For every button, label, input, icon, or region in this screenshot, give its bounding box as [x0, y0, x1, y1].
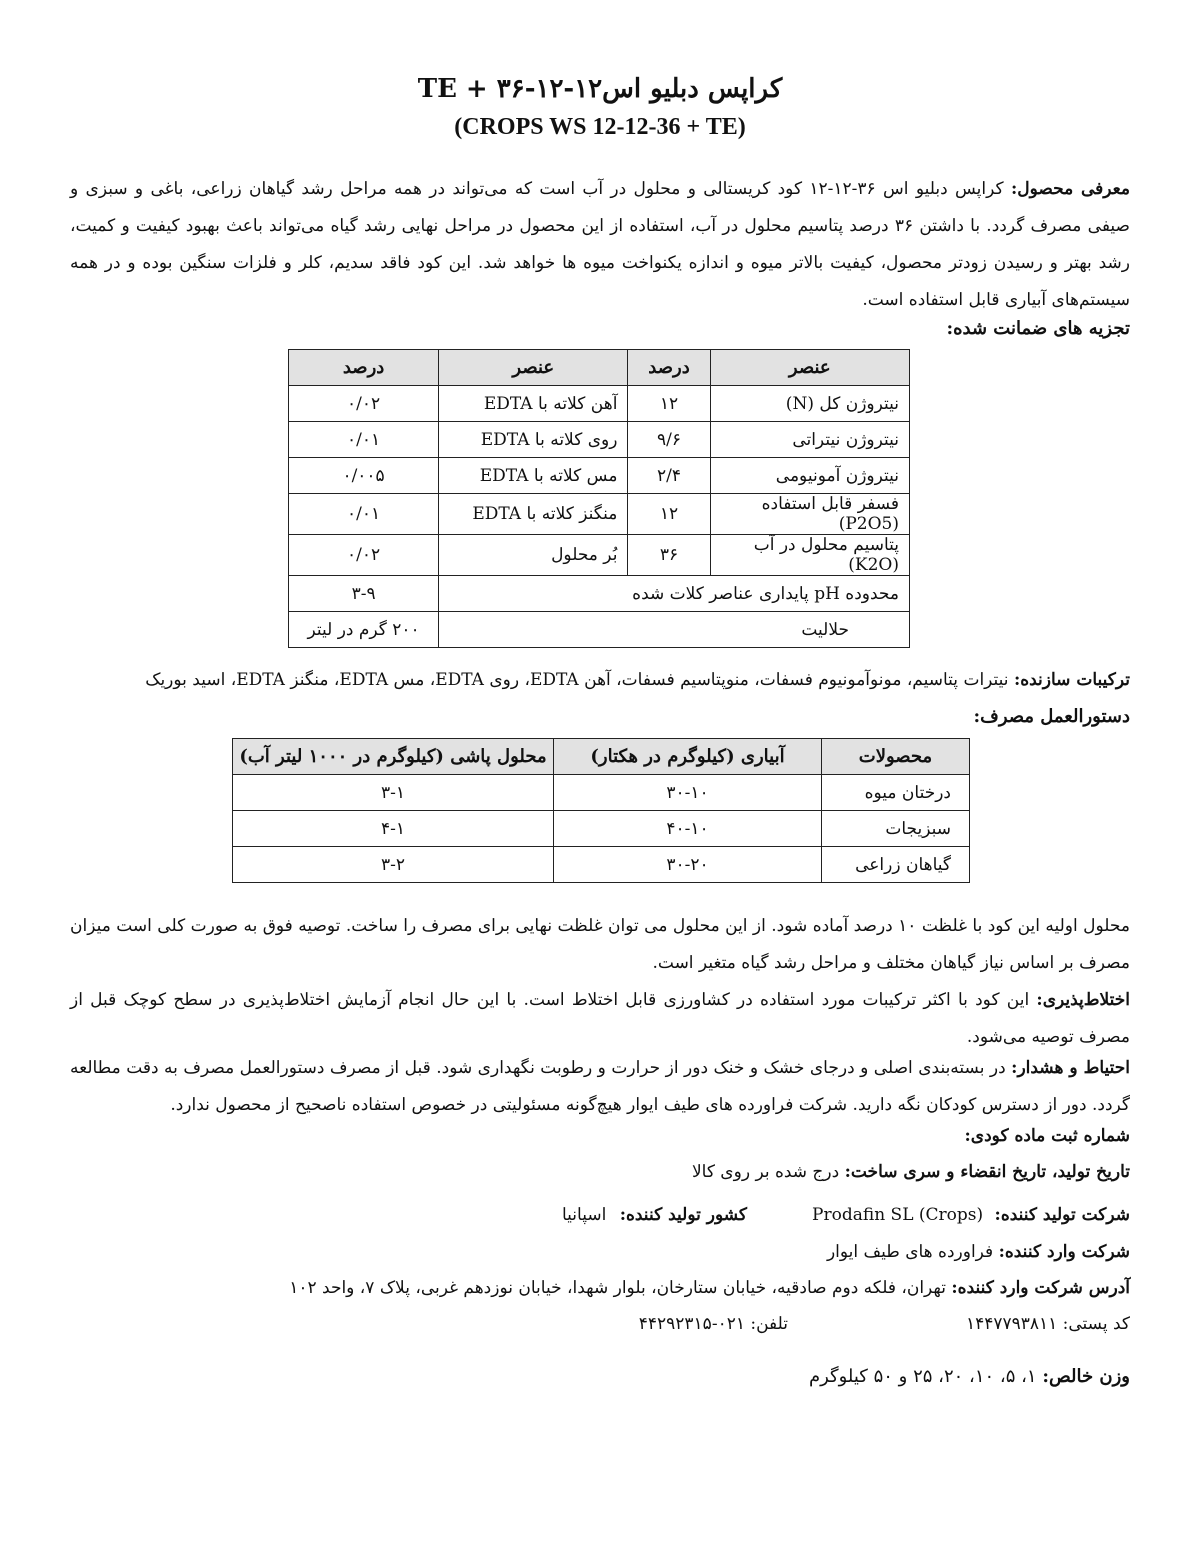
importer-line — [827, 1242, 1130, 1262]
foliar-rate: ۳-۱ — [233, 775, 554, 811]
usage-instructions-label: دستورالعمل مصرف: — [973, 706, 1130, 727]
element-percent: ۲/۴ — [628, 458, 710, 494]
table-row-solubility — [289, 612, 910, 648]
table-row-ph — [289, 576, 910, 612]
header-foliar: محلول پاشی (کیلوگرم در ۱۰۰۰ لیتر آب) — [233, 739, 554, 775]
ph-range-label: محدوده pH پایداری عناصر کلات شده — [439, 576, 910, 612]
element-name: نیتروژن نیتراتی — [710, 422, 909, 458]
table-row — [233, 847, 970, 883]
header-percent-2: درصد — [289, 350, 439, 386]
element-name: پتاسیم محلول در آب (K2O) — [710, 535, 909, 576]
micro-element-name: منگنز کلاته با EDTA — [439, 494, 628, 535]
net-weight-label: وزن خالص: — [1042, 1366, 1130, 1387]
importer-name: فراورده های طیف ایوار — [826, 1242, 994, 1262]
solubility-label: حلالیت — [439, 612, 910, 648]
irrigation-rate: ۳۰-۱۰ — [554, 775, 822, 811]
phone-number: تلفن: ۰۲۱-۴۴۲۹۲۳۱۵ — [638, 1314, 788, 1334]
element-percent: ۱۲ — [628, 494, 710, 535]
micro-element-percent: ۰/۰۲ — [289, 386, 439, 422]
caution-paragraph — [70, 1050, 1130, 1124]
table-row — [289, 386, 910, 422]
production-label: تاریخ تولید، تاریخ انقضاء و سری ساخت: — [844, 1162, 1130, 1182]
analysis-header-row — [289, 350, 910, 386]
crop-name: درختان میوه — [822, 775, 970, 811]
usage-header-row — [233, 739, 970, 775]
crop-name: گیاهان زراعی — [822, 847, 970, 883]
usage-table — [232, 738, 970, 883]
analysis-table — [288, 349, 910, 648]
micro-element-name: بُر محلول — [439, 535, 628, 576]
country-line — [562, 1205, 747, 1225]
intro-label: معرفی محصول: — [1010, 179, 1130, 199]
intro-paragraph — [70, 171, 1130, 319]
foliar-rate: ۳-۲ — [233, 847, 554, 883]
crop-name: سبزیجات — [822, 811, 970, 847]
micro-element-percent: ۰/۰۱ — [289, 422, 439, 458]
importer-label: شرکت وارد کننده: — [998, 1242, 1130, 1262]
micro-element-percent: ۰/۰۰۵ — [289, 458, 439, 494]
compatibility-label: اختلاط‌پذیری: — [1036, 990, 1130, 1010]
element-name: فسفر قابل استفاده (P2O5) — [710, 494, 909, 535]
element-percent: ۱۲ — [628, 386, 710, 422]
manufacturer-line — [812, 1205, 1130, 1225]
dilution-paragraph: محلول اولیه این کود با غلظت ۱۰ درصد آماده شود. از این محلول می توان غلظت نهایی برای مصرف را ساخت. توصیه فوق به صورت کلی است میزان مصرف بر اساس نیاز گیاهان مختلف و مراحل رشد گیاه متغیر است. — [70, 916, 1130, 973]
composition-label: ترکیبات سازنده: — [1013, 670, 1130, 690]
composition-line — [145, 670, 1130, 690]
country-label: کشور تولید کننده: — [619, 1205, 747, 1225]
production-text: درج شده بر روی کالا — [691, 1162, 840, 1182]
compatibility-paragraph — [70, 982, 1130, 1056]
irrigation-rate: ۳۰-۲۰ — [554, 847, 822, 883]
header-element-1: عنصر — [710, 350, 909, 386]
header-element-2: عنصر — [439, 350, 628, 386]
registration-label: شماره ثبت ماده کودی: — [964, 1126, 1130, 1146]
guaranteed-analysis-label: تجزیه های ضمانت شده: — [946, 318, 1130, 339]
header-crops: محصولات — [822, 739, 970, 775]
table-row — [289, 535, 910, 576]
caution-text: در بسته‌بندی اصلی و درجای خشک و خنک دور از حرارت و رطوبت نگهداری شود. قبل از مصرف دستورالعمل مصرف به دقت مطالعه گردد. دور از دسترس کودکان نگه دارید. شرکت فراورده های طیف ایوار هیچ‌گونه مسئولیتی در خصوص استفاده ناصحیح از محصول ندارد. — [70, 1058, 1130, 1115]
table-row — [233, 775, 970, 811]
intro-text: کراپس دبلیو اس ۳۶-۱۲-۱۲ کود کریستالی و محلول در آب است که می‌تواند در همه مراحل رشد گیاهان زراعی، باغی و سبزی و صیفی مصرف گردد. با داشتن ۳۶ درصد پتاسیم محلول در آب، استفاده از این محصول در مراحل نهایی رشد گیاه می‌تواند باعث بهبود کیفیت و کمیت، رشد بهتر و رسیدن زودتر محصول، کیفیت بالاتر میوه و اندازه یکنواخت میوه ها خواهد شد. این کود فاقد سدیم، کلر و فلزات سنگین بوده و در همه سیستم‌های آبیاری قابل استفاده است. — [70, 179, 1130, 310]
postal-code: کد پستی: ۱۴۴۷۷۹۳۸۱۱ — [965, 1314, 1130, 1334]
header-irrigation: آبیاری (کیلوگرم در هکتار) — [554, 739, 822, 775]
net-weight-line — [809, 1366, 1130, 1387]
title-persian: کراپس دبلیو اسTE + ۳۶-۱۲-۱۲ — [417, 74, 783, 104]
address-label: آدرس شرکت وارد کننده: — [951, 1278, 1130, 1298]
element-name: نیتروژن آمونیومی — [710, 458, 909, 494]
caution-label: احتیاط و هشدار: — [1011, 1058, 1131, 1078]
manufacturer-name: Prodafin SL (Crops) — [812, 1205, 984, 1225]
solubility-value: ۲۰۰ گرم در لیتر — [289, 612, 439, 648]
production-line — [692, 1162, 1130, 1182]
micro-element-name: آهن کلاته با EDTA — [439, 386, 628, 422]
header-percent-1: درصد — [628, 350, 710, 386]
country-name: اسپانیا — [561, 1205, 607, 1225]
element-percent: ۹/۶ — [628, 422, 710, 458]
table-row — [289, 458, 910, 494]
ph-range-value: ۳-۹ — [289, 576, 439, 612]
micro-element-name: مس کلاته با EDTA — [439, 458, 628, 494]
element-name: نیتروژن کل (N) — [710, 386, 909, 422]
table-row — [233, 811, 970, 847]
element-percent: ۳۶ — [628, 535, 710, 576]
manufacturer-label: شرکت تولید کننده: — [994, 1205, 1130, 1225]
address-text: تهران، فلکه دوم صادقیه، خیابان ستارخان، بلوار شهدا، خیابان نوزدهم غربی، پلاک ۷، واحد ۱۰۲ — [289, 1278, 946, 1298]
micro-element-percent: ۰/۰۱ — [289, 494, 439, 535]
title-english: (CROPS WS 12-12-36 + TE) — [454, 114, 746, 140]
micro-element-name: روی کلاته با EDTA — [439, 422, 628, 458]
compatibility-text: این کود با اکثر ترکیبات مورد استفاده در کشاورزی قابل اختلاط است. با این حال انجام آزمایش اختلاط‌پذیری در سطح کوچک قبل از مصرف توصیه می‌شود. — [70, 990, 1130, 1047]
micro-element-percent: ۰/۰۲ — [289, 535, 439, 576]
irrigation-rate: ۴۰-۱۰ — [554, 811, 822, 847]
composition-text: نیترات پتاسیم، مونوآمونیوم فسفات، منوپتاسیم فسفات، آهن EDTA، روی EDTA، مس EDTA، منگنز EDTA، اسید بوریک — [145, 670, 1009, 690]
foliar-rate: ۴-۱ — [233, 811, 554, 847]
table-row — [289, 422, 910, 458]
table-row — [289, 494, 910, 535]
address-line — [289, 1278, 1130, 1298]
net-weight-text: ۱، ۵، ۱۰، ۲۰، ۲۵ و ۵۰ کیلوگرم — [808, 1366, 1037, 1387]
